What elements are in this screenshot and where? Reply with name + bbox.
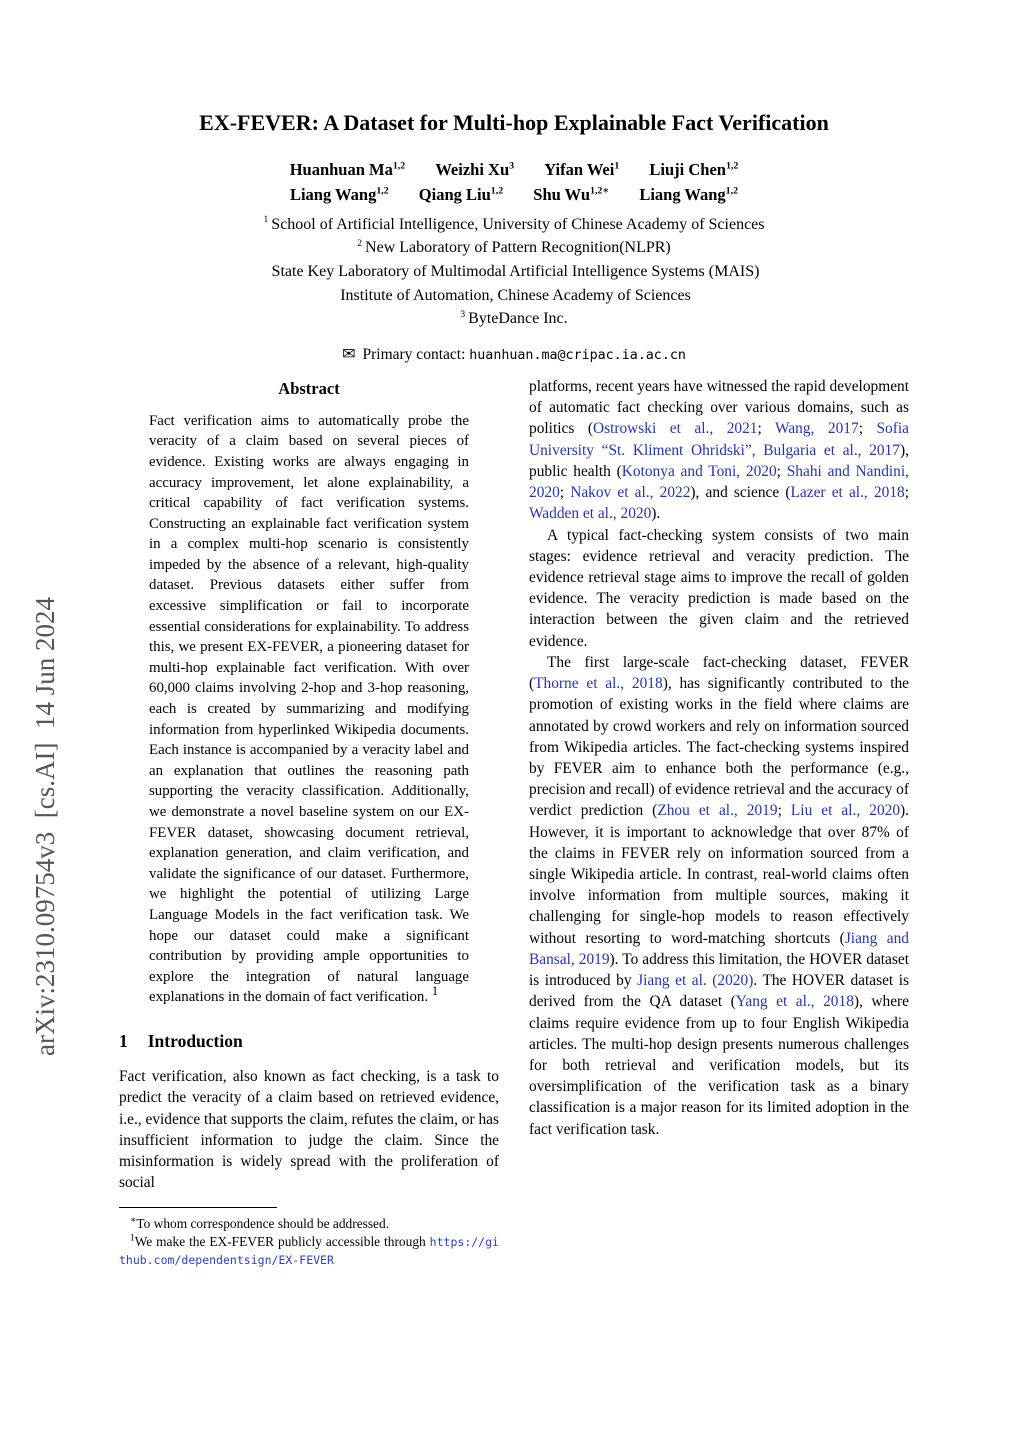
affiliation-line [119,260,909,284]
text-segment: The first large-scale fact-checking dataset, FEVER ( [529,653,909,693]
author-affil-marker: 1,2 [392,160,406,172]
author-row-1 [119,158,909,183]
citation-link[interactable]: Nakov et al., 2022 [570,484,691,502]
text-segment: We make the EX-FEVER publicly accessible through [134,1234,430,1250]
author-affil-marker: 3 [509,160,515,172]
author-affil-marker: 1,2∗ [590,185,610,197]
superscript-marker: 1 [130,1233,135,1244]
author-name: Liuji Chen [649,160,726,179]
author-name: Liang Wang [289,184,377,204]
author-affil-marker: 1,2 [725,160,739,172]
paragraph-fever-hover [529,652,909,1140]
paragraph-factchecking-system [529,525,909,652]
text-segment: To whom correspondence should be addressed. [136,1216,390,1232]
text-segment: ; [777,802,791,820]
text-segment: ; [757,420,776,438]
citation-link[interactable]: Thorne et al., 2018 [534,675,663,693]
author [544,160,619,179]
text-segment: . The HOVER dataset is derived from the QA dataset ( [529,972,910,1011]
citation-link[interactable]: Lazer et al., 2018 [790,484,905,502]
citation-link[interactable]: Kotonya and Toni, 2020 [621,462,777,480]
affiliation-text: ByteDance Inc. [468,310,568,328]
text-segment: Fact verification aims to automatically probe the veracity of a claim based on several pieces of evidence. Existing works are always engaging in accuracy improvement, let alone explainability, a critical capability of fact verification systems. Constructing an explainable fact verification system in a complex multi-hop scenario is consistently impeded by the absence of a relevant, high-quality dataset. Previous datasets either suffer from excessive simplification or fail to incorporate essential considerations for explainability. To address this, we present EX-FEVER, a pioneering dataset for multi-hop explainable fact verification. With over 60,000 claims involving 2-hop and 3-hop reasoning, each is created by summarizing and modifying information from hyperlinked Wikipedia documents. Each instance is accompanied by a veracity label and an explanation that outlines the reasoning path supporting the veracity classification. Additionally, we demonstrate a novel baseline system on our EX-FEVER dataset, showcasing document retrieval, explanation generation, and claim verification, and validate the significance of our dataset. Furthermore, we highlight the potential of utilizing Large Language Models in the fact verification task. We hope our dataset could make a significant contribution by providing ample opportunities to explore the integration of natural language explanations in the domain of fact verification. [149,412,469,1006]
footnote-block [119,1207,499,1269]
affiliation-line [119,236,909,260]
affiliation-marker: 2 [357,237,363,249]
affiliation-text: Institute of Automation, Chinese Academy of Sciences [340,286,691,304]
affiliation-list [119,213,909,331]
abstract-heading: Abstract [278,379,340,398]
author [419,185,503,204]
text-segment: ). To address this limitation, the HOVER dataset is introduced by [529,950,909,990]
author-affil-marker: 1,2 [376,185,389,197]
text-segment: ; [559,484,571,502]
text-segment: ; [776,462,787,480]
paper-title: EX-FEVER: A Dataset for Multi-hop Explainable Fact Verification [199,110,829,135]
section-title: Introduction [147,1030,243,1051]
envelope-icon: ✉ [342,345,356,363]
text-segment: ). However, it is important to acknowledge that over 87% of the claims in FEVER rely on information sourced from a single Wikipedia article. In contrast, real-world claims often involve information from multiple sources, making it challenging for single-hop models to reason effectively without resorting to word-matching shortcuts ( [529,802,910,947]
author-name: Liang Wang [639,184,726,204]
author-affil-marker: 1 [614,160,620,172]
text-segment: ), has significantly contributed to the promotion of existing works in the field where claims are annotated by crowd workers and rely on information sourced from Wikipedia articles. The fact-checking systems inspired by FEVER aim to enhance both the performance (e.g., precision and recall) of evidence retrieval and the accuracy of verdict prediction ( [529,675,909,820]
affiliation-text: New Laboratory of Pattern Recognition(NLPR) [365,239,671,257]
affiliation-line [119,284,909,308]
footnote-availability [119,1233,499,1269]
affiliation-text: School of Artificial Intelligence, University of Chinese Academy of Sciences [271,215,765,233]
two-column-body [119,376,909,1269]
author [290,160,406,179]
author-name: Yifan Wei [544,160,615,179]
text-segment: ). [651,505,661,523]
citation-link[interactable]: Jiang et al. (2020) [637,972,754,990]
text-segment: ; [904,484,909,502]
citation-link[interactable]: Wadden et al., 2020 [529,505,652,523]
citation-link[interactable]: Ostrowski et al., 2021 [592,420,758,438]
author [290,185,389,204]
contact-line [119,344,909,364]
footnote-rule [119,1207,277,1208]
author [649,160,738,179]
author-affil-marker: 1,2 [725,185,739,197]
citation-link[interactable]: Zhou et al., 2019 [657,802,778,820]
superscript-marker: 1 [431,984,439,999]
url-link[interactable]: https://github.com/dependentsign/EX-FEVER [119,1235,499,1268]
author-row-2 [119,183,909,208]
author-name: Shu Wu [533,184,591,204]
citation-link[interactable]: Yang et al., 2018 [735,993,854,1011]
author-name: Huanhuan Ma [289,160,393,179]
text-segment: ), public health ( [529,441,909,480]
right-column [529,376,909,1269]
author-affil-marker: 1,2 [490,185,504,197]
paper-header [119,110,909,364]
abstract-text [149,411,469,1008]
text-segment: ; [858,420,877,438]
affiliation-line [119,213,909,237]
arxiv-watermark: arXiv:2310.09754v3 [cs.AI] 14 Jun 2024 [30,597,60,1056]
author [533,185,609,204]
text-segment: platforms, recent years have witnessed the rapid development of automatic fact checking over various domains, such as politics ( [529,378,909,438]
author-name: Qiang Liu [418,184,491,204]
section-number: 1 [119,1030,128,1051]
author-name: Weizhi Xu [435,160,510,179]
contact-email: huanhuan.ma@cripac.ia.ac.cn [469,347,686,363]
affiliation-marker: 3 [460,308,466,320]
citation-link[interactable]: Jiang and Bansal, 2019 [529,929,909,968]
citation-link[interactable]: Sofia University “St. Kliment Ohridski”, Bulgaria et al., 2017 [529,420,909,459]
text-segment: ), where claims require evidence from up to four English Wikipedia articles. The multi-hop design presents numerous challenges for both retrieval and verification models, but its oversimplification of the verification task as a binary classification is a major reason for its limited adoption in the fact verification task. [529,993,910,1138]
superscript-marker: ∗ [130,1215,137,1226]
affiliation-marker: 1 [263,214,269,226]
author [639,185,738,204]
paragraph-platforms [529,376,909,525]
left-column [119,376,499,1269]
citation-link[interactable]: Liu et al., 2020 [790,802,901,820]
affiliation-text: State Key Laboratory of Multimodal Artificial Intelligence Systems (MAIS) [271,262,760,280]
footnote-correspondence [119,1215,499,1233]
citation-link[interactable]: Shahi and Nandini, 2020 [529,462,909,502]
affiliation-line [119,307,909,331]
text-segment: ), and science ( [690,484,791,502]
text-segment: A typical fact-checking system consists of two main stages: evidence retrieval and veracity prediction. The evidence retrieval stage aims to improve the recall of golden evidence. The veracity prediction is made based on the interaction between the given claim and the retrieved evidence. [529,526,909,650]
citation-link[interactable]: Wang, 2017 [775,420,859,438]
section-heading-introduction [119,1029,499,1053]
author [435,160,514,179]
introduction-paragraph: Fact verification, also known as fact checking, is a task to predict the veracity of a claim based on retrieved evidence, i.e., evidence that supports the claim, refutes the claim, or has insufficient information to judge the claim. Since the misinformation is widely spread with the proliferation of social [119,1068,499,1192]
contact-label: Primary contact: [362,345,470,363]
